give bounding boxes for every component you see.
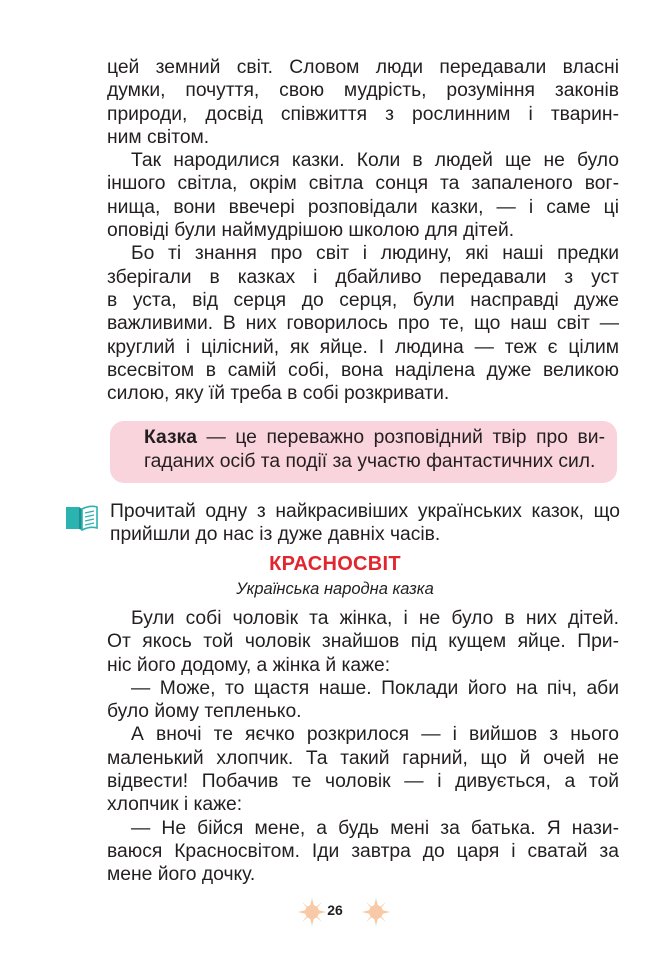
tale-paragraph-3: А вночі те яєчко розкрилося — і вийшов з нього маленький хлопчик. Та такий гарний, що й очей не відвести! Побачив те чоловік — і дивується, а той хлопчик і каже: bbox=[107, 724, 619, 816]
definition-line-1: Казка — це переважно розповідний твір про ви- bbox=[144, 427, 605, 448]
tale-text bbox=[107, 607, 619, 887]
definition-box bbox=[110, 421, 617, 483]
tale-paragraph-4: — Не бійся мене, а будь мені за батька. Я нази- ваюся Красносвітом. Іди завтра до царя і сватай за мене його дочку. bbox=[107, 817, 619, 886]
tale-paragraph-2: — Може, то щастя наше. Поклади його на піч, аби було йому тепленько. bbox=[107, 677, 619, 723]
tale-subtitle: Українська народна казка bbox=[236, 580, 434, 598]
book-icon bbox=[66, 503, 98, 531]
tale-title: КРАСНОСВІТ bbox=[269, 553, 401, 575]
intro-paragraph-1: цей земний світ. Словом люди передавали власні думки, почуття, свою мудрість, розуміння законів природи, досвід співжиття з рослинним і тварин- ним світом. bbox=[107, 57, 619, 148]
intro-paragraph-3: Бо ті знання про світ і людину, які наші предки зберігали в казках і дбайливо передавали з уст в уста, від серця до серця, були насправді дуже важливими. В них говорилось про те, що наш світ — круглий і цілісний, як яйце. І людина — теж є цілим всесвітом в самій собі, вона наділена дуже великою силою, яку їй треба в собі розкривати. bbox=[107, 243, 619, 405]
intro-text bbox=[107, 56, 619, 405]
sun-ornament-icon bbox=[362, 898, 390, 926]
page-footer bbox=[0, 898, 670, 926]
task-text: Прочитай одну з найкрасивіших українських казок, що прийшли до нас із дуже давніх часів. bbox=[110, 501, 620, 546]
intro-paragraph-2: Так народилися казки. Коли в людей ще не було іншого світла, окрім світла сонця та запаленого вог- нища, вони ввечері розповідали казки, — і саме ці оповіді були наймудрішою школою для дітей. bbox=[107, 150, 619, 242]
tale-paragraph-1: Були собі чоловік та жінка, і не було в них дітей. От якось той чоловік знайшов під кущем яйце. При- ніс його додому, а жінка й каже: bbox=[107, 608, 619, 676]
definition-term: Казка bbox=[144, 427, 197, 448]
definition-line-2: гаданих осіб та події за участю фантастичних сил. bbox=[144, 451, 596, 472]
page-number: 26 bbox=[327, 902, 343, 918]
